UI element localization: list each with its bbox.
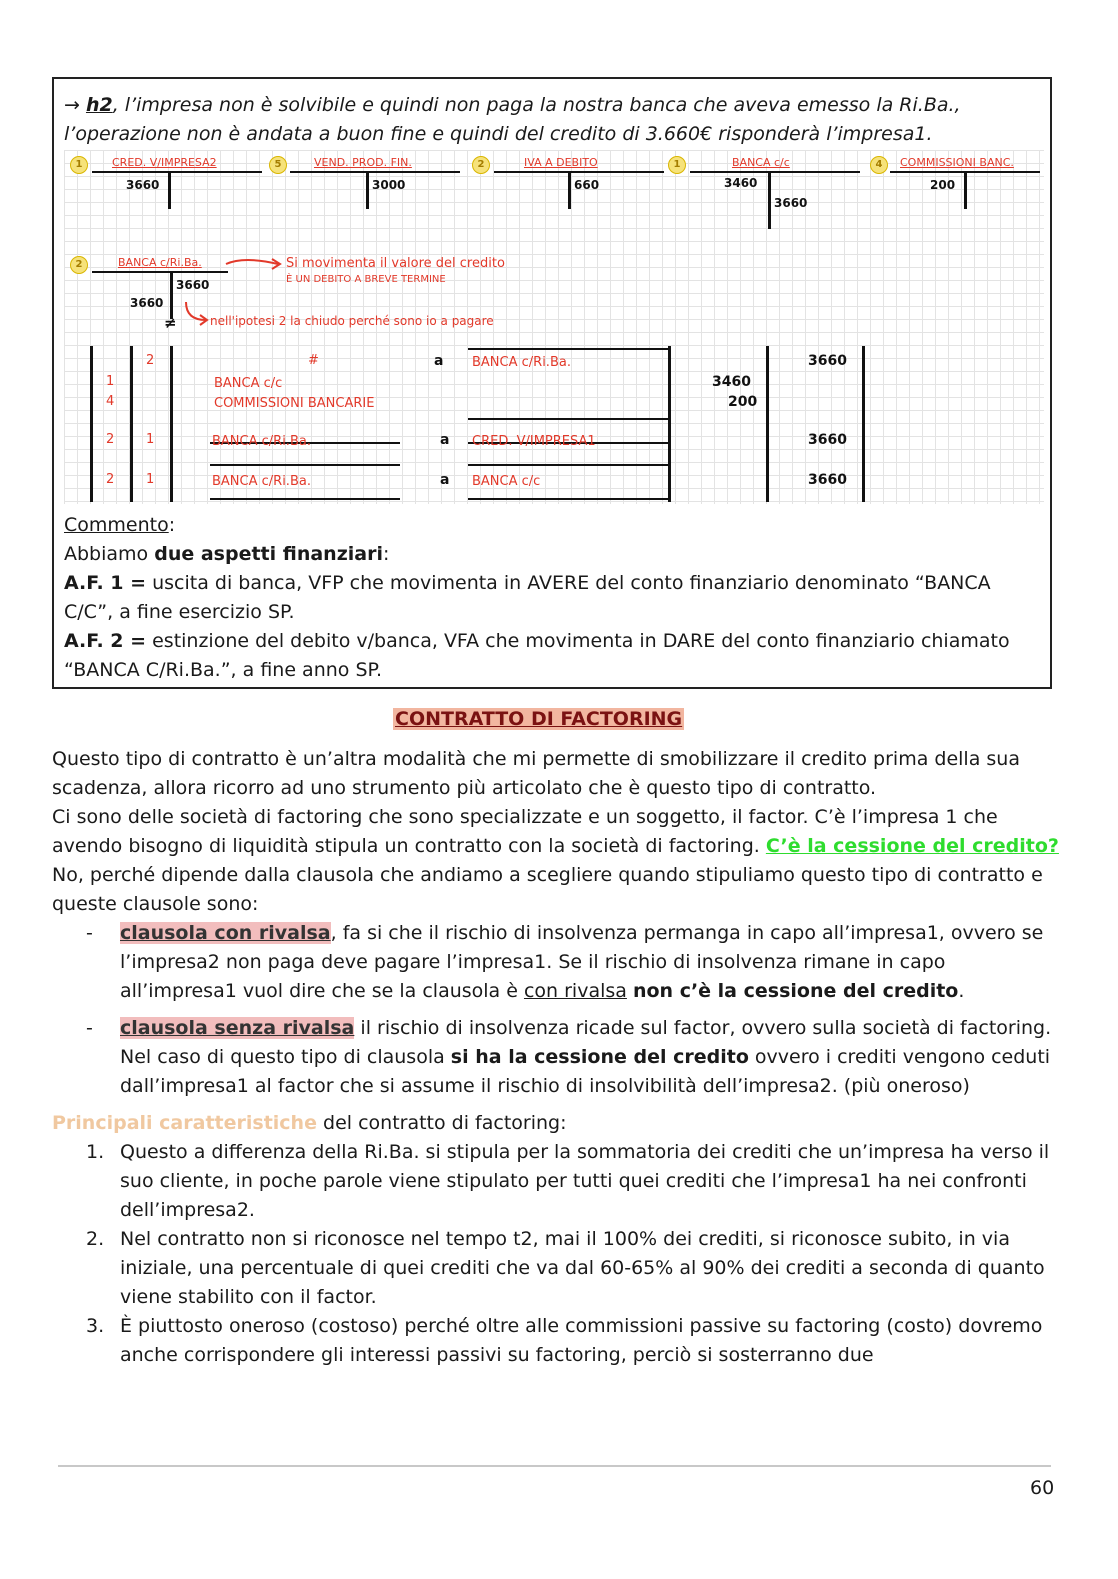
paragraph: Questo tipo di contratto è un’altra modalità che mi permette di smobilizzare il credito prima della sua scadenza, allora ricorro ad uno strumento più articolato che è questo tipo di contratto. [52, 748, 1020, 799]
t-account-value: 3000 [372, 178, 406, 192]
journal-cell: 3460 [712, 374, 751, 390]
intro-text: , l’impresa non è solvibile e quindi non paga la nostra banca che aveva emesso la Ri.Ba., l’operazione non è andata a buon fine e quindi del credito di 3.660€ risponderà l’impresa1. [64, 94, 961, 145]
section-heading: CONTRATTO DI FACTORING [395, 708, 683, 730]
t-account-number: 4 [870, 156, 888, 174]
t-account-line [768, 171, 771, 229]
arrow-icon [224, 254, 284, 274]
comment-text: : [383, 543, 390, 565]
t-account-value: 3460 [724, 176, 758, 190]
journal-cell: BANCA c/c [214, 376, 283, 391]
journal-line [468, 464, 668, 466]
t-account-line [366, 171, 369, 209]
item-number: 3. [86, 1315, 105, 1337]
example-box [52, 77, 1052, 689]
bullet-text: . [958, 980, 965, 1002]
item-number: 2. [86, 1228, 105, 1250]
journal-cell: 200 [728, 394, 758, 410]
t-account-value: 200 [930, 178, 956, 192]
item-text: Nel contratto non si riconosce nel tempo t2, mai il 100% dei crediti, si riconosce subito, in via iniziale, una percentuale di quei crediti che va dal 60-65% al 90% dei crediti a seconda di quanto viene stabilito con il factor. [120, 1228, 1045, 1308]
journal-line [668, 346, 671, 502]
journal-line [468, 348, 668, 350]
journal-cell: a [440, 472, 450, 488]
bold-text: si ha la cessione del credito [450, 1046, 749, 1068]
t-account-line [690, 171, 860, 173]
t-account-number: 1 [70, 156, 88, 174]
t-account-line [568, 171, 571, 209]
t-account-number: 1 [668, 156, 686, 174]
journal-cell: 3660 [808, 353, 847, 369]
comment-label: Commento [64, 514, 169, 536]
t-account-title: BANCA c/Ri.Ba. [118, 256, 202, 269]
af2-label: A.F. 2 = [64, 630, 147, 652]
t-account-value: 3660 [176, 278, 210, 292]
hypothesis-label: h2 [85, 94, 113, 116]
note-text: Si movimenta il valore del credito [286, 256, 505, 271]
underlined-text: con rivalsa [523, 980, 627, 1002]
comment-section [64, 511, 1044, 685]
t-account-value: 660 [574, 178, 600, 192]
arrow-symbol: → [64, 94, 86, 116]
t-account-line [92, 171, 262, 173]
t-account-title: VEND. PROD. FIN. [314, 156, 412, 169]
af2-line [64, 627, 1044, 685]
clause-label: clausola con rivalsa [120, 922, 331, 944]
t-account-title: BANCA c/c [732, 156, 790, 169]
t-account-number: 2 [70, 256, 88, 274]
handwritten-accounting-notes [64, 150, 1044, 504]
t-account-title: COMMISSIONI BANC. [900, 156, 1014, 169]
journal-cell: BANCA c/Ri.Ba. [212, 474, 311, 489]
t-account-number: 5 [269, 156, 287, 174]
journal-line [210, 464, 400, 466]
bullet-item [52, 1014, 1062, 1101]
af1-line [64, 569, 1044, 627]
paragraph-text: No, perché dipende dalla clausola che andiamo a scegliere quando stipuliamo questo tipo di contratto e queste clausole sono: [52, 864, 1043, 915]
t-account-line [494, 171, 664, 173]
arrow-icon [182, 300, 212, 330]
t-account-line [168, 171, 171, 209]
numbered-item [52, 1225, 1062, 1312]
t-account-title: IVA A DEBITO [524, 156, 598, 169]
paragraph-text: del contratto di factoring: [316, 1112, 567, 1134]
journal-cell: 4 [106, 394, 115, 409]
comment-text: Abbiamo [64, 543, 155, 565]
journal-cell: a [434, 353, 444, 369]
t-account-line [170, 271, 173, 319]
item-text: È piuttosto oneroso (costoso) perché oltre alle commissioni passive su factoring (costo) dovremo anche corrispondere gli interessi passivi su factoring, perciò si sosterranno due [120, 1315, 1043, 1366]
page-number: 60 [1030, 1477, 1055, 1499]
item-text: Questo a differenza della Ri.Ba. si stipula per la sommatoria dei crediti che un’impresa ha verso il suo cliente, in poche parole viene stipulato per tutti quei crediti che l’impresa1 ha nei confronti dell’impresa2. [120, 1141, 1050, 1221]
intro-paragraph [64, 91, 1044, 149]
journal-cell: # [308, 353, 319, 368]
bullet-dash: - [86, 922, 93, 944]
journal-cell: 2 [106, 432, 115, 447]
t-account-line [290, 171, 460, 173]
close-mark: ≠ [164, 314, 177, 332]
bullet-text: , fa si che il rischio di insolvenza permanga in capo all’impresa1, ovvero se l’impresa2 non paga deve pagare l’impresa1. Se il rischio di insolvenza rimane in capo all’impresa1 vuol dire che se la clausola è [120, 922, 1044, 1002]
comment-bold: due aspetti finanziari [154, 543, 383, 565]
af1-label: A.F. 1 = [64, 572, 147, 594]
highlight-question: C’è la cessione del credito? [765, 835, 1059, 857]
journal-cell: 3660 [808, 432, 847, 448]
journal-cell: 3660 [808, 472, 847, 488]
journal-cell: 1 [146, 432, 155, 447]
journal-cell: BANCA c/c [472, 474, 541, 489]
t-account-title: CRED. V/IMPRESA2 [112, 156, 217, 169]
t-account-value: 3660 [774, 196, 808, 210]
journal-line [210, 498, 400, 500]
journal-line [862, 346, 865, 502]
t-account-number: 2 [472, 156, 490, 174]
body-text [52, 745, 1062, 1370]
journal-cell: 1 [146, 472, 155, 487]
t-account-value: 3660 [130, 296, 164, 310]
af2-text: estinzione del debito v/banca, VFA che movimenta in DARE del conto finanziario chiamato “BANCA C/Ri.Ba.”, a fine anno SP. [64, 630, 1010, 681]
journal-line [130, 346, 133, 502]
journal-cell: COMMISSIONI BANCARIE [214, 396, 375, 411]
journal-cell: a [440, 432, 450, 448]
t-account-value: 3660 [126, 178, 160, 192]
journal-line [468, 418, 668, 420]
journal-cell: 2 [146, 353, 155, 368]
footer-divider [58, 1465, 1051, 1467]
bullet-text: il rischio di insolvenza ricade sul factor, ovvero sulla società di factoring. Nel caso di questo tipo di clausola [120, 1017, 1052, 1068]
paragraph [52, 1109, 1062, 1138]
bullet-item [52, 919, 1062, 1006]
highlight-text: Principali caratteristiche [52, 1112, 317, 1134]
journal-line [170, 346, 173, 502]
comment-colon: : [168, 514, 176, 536]
paragraph [52, 803, 1062, 919]
journal-cell: 1 [106, 374, 115, 389]
journal-cell: CRED. V/IMPRESA1 [472, 434, 596, 449]
af1-text: uscita di banca, VFP che movimenta in AVERE del conto finanziario denominato “BANCA C/C”, a fine esercizio SP. [64, 572, 991, 623]
journal-cell: 2 [106, 472, 115, 487]
bullet-text: ovvero i crediti vengono ceduti dall’impresa1 al factor che si assume il rischio di insolvibilità dell’impresa2. (più oneroso) [120, 1046, 1051, 1097]
journal-cell: BANCA c/Ri.Ba. [212, 434, 311, 449]
bullet-dash: - [86, 1017, 93, 1039]
comment-line [64, 540, 1044, 569]
item-number: 1. [86, 1141, 105, 1163]
numbered-item [52, 1138, 1062, 1225]
comment-heading [64, 511, 1044, 540]
journal-cell: BANCA c/Ri.Ba. [472, 355, 571, 370]
bold-text: non c’è la cessione del credito [632, 980, 959, 1002]
journal-line [766, 346, 769, 502]
journal-line [468, 498, 668, 500]
journal-line [90, 346, 93, 502]
clause-label: clausola senza rivalsa [120, 1017, 355, 1039]
paragraph-text: Ci sono delle società di factoring che sono specializzate e un soggetto, il factor. C’è l’impresa 1 che avendo bisogno di liquidità stipula un contratto con la società di factoring. [52, 806, 998, 857]
t-account-line [92, 271, 228, 273]
numbered-item [52, 1312, 1062, 1370]
note-text: nell'ipotesi 2 la chiudo perché sono io a pagare [210, 314, 494, 328]
t-account-line [964, 171, 967, 209]
note-text: È UN DEBITO A BREVE TERMINE [286, 274, 446, 285]
